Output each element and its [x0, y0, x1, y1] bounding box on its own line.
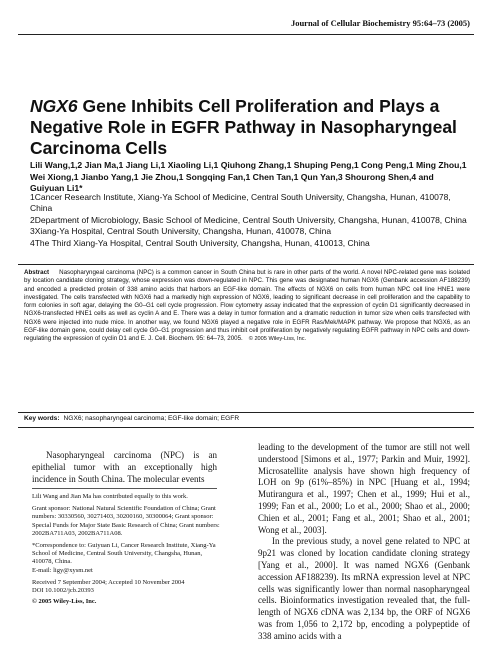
affiliation-2: 2Department of Microbiology, Basic School of Medicine, Central South University, Changsha, Hunan, 410078, China	[30, 214, 467, 225]
footnote-received: Received 7 September 2004; Accepted 10 November 2004	[32, 578, 185, 586]
footer-copyright: © 2005 Wiley-Liss, Inc.	[32, 598, 97, 606]
keywords-text: NGX6; nasopharyngeal carcinoma; EGF-like domain; EGFR	[63, 415, 240, 422]
header-rule	[18, 34, 474, 35]
affiliations	[30, 192, 470, 249]
article-title	[30, 96, 470, 159]
abstract-text: Nasopharyngeal carcinoma (NPC) is a common cancer in South China but is rare in other parts of the world. A novel NPC-related gene was isolated by location candidate cloning strategy, whose expression was down-regulated in NPC. This gene was designated human NGX6 (Genbank accession AF188239) and encoded a predicted protein of 338 amino acids that harbors an EGF-like domain. The effects of NGX6 on cells from human NPC cell line HNE1 were investigated. The cells transfected with NGX6 had a markedly high expression of NGX6, leading to significant decrease in cell proliferation and the capability to form colonies in soft agar, delaying the G0–G1 cell cycle progression. Flow cytometry assay indicated that the expression of cyclin D1 significantly decreased in NGX6-transfected HNE1 cells as well as cyclin A and E. There was a delay in tumor formation and a dramatic reduction in tumor size when cells transfected with NGX6 were injected into nude mice. In another way, we found NGX6 played a negative role in EGFR Ras/Mek/MAPK pathway. We propose that NGX6, as an EGF-like domain gene, could delay cell cycle G0–G1 progression and thus inhibit cell proliferation by negatively regulating EGFR pathway in NPC cells and down-regulating the expression of cyclin D1 and E. J. Cell. Biochem. 95: 64–73, 2005.	[24, 269, 470, 342]
abstract-rule	[18, 264, 474, 265]
keywords	[24, 415, 470, 422]
abstract	[24, 269, 470, 343]
right-paragraph-2: In the previous study, a novel gene related to NPC at 9p21 was cloned by location candidate cloning strategy [Yang et al., 2000]. It was named NGX6 (Genbank accession AF188239). Its mRNA expression level at NPC cells was significantly lower than normal nasopharyngeal cells. Bioinformatics investigation revealed that, the full-length of NGX6 cDNA was 2,134 bp, the ORF of NGX6 was from 1,056 to 2,172 bp, encoding a polypeptide of 338 amino acids with a	[258, 536, 470, 641]
title-gene: NGX6	[30, 96, 78, 116]
affiliation-3: 3Xiang-Ya Hospital, Central South University, Changsha, Hunan, 410078, China	[30, 226, 332, 237]
affiliation-4: 4The Third Xiang-Ya Hospital, Central South University, Changsha, Hunan, 410013, China	[30, 237, 370, 248]
affiliation-1: 1Cancer Research Institute, Xiang-Ya School of Medicine, Central South University, Changsha, Hunan, 410078, China	[30, 192, 451, 214]
footnote-equal-contribution: Lili Wang and Jian Ma has contributed equally to this work.	[32, 493, 188, 500]
right-paragraph-1: leading to the development of the tumor are still not well understood [Simons et al., 1977; Parkin and Muir, 1992]. Microsatellite analysis have shown high frequency of LOH on 9p (61%–85%) in NPC [Huang et al., 1994; Mutirangura et al., 1997; Chen et al., 1999; Hui et al., 1999; Fan et al., 2000; Lo et al., 2000; Shao et al., 2000; Chien et al., 2001; Fang et al., 2001; Shao et al., 2001; Wong et al., 2003].	[258, 442, 470, 535]
body-right-column	[258, 442, 470, 643]
intro-paragraph: Nasopharyngeal carcinoma (NPC) is an epithelial tumor with an exceptionally high incidence in South China. The molecular events	[32, 450, 217, 484]
author-list: Lili Wang,1,2 Jian Ma,1 Jiang Li,1 Xiaoling Li,1 Qiuhong Zhang,1 Shuping Peng,1 Cong Peng,1 Ming Zhou,1 Wei Xiong,1 Jianbo Yang,1 Jie Zhou,1 Songqing Fan,1 Chen Tan,1 Qun Yan,3 Shourong Shen,4 and Guiyuan Li1*	[30, 160, 467, 193]
footnote-email: E-mail: ligy@xysm.net	[32, 566, 93, 574]
footnote-correspondence: *Correspondence to: Guiyuan Li, Cancer Research Institute, Xiang-Ya School of Medicine, Central South University, Changsha, Hunan, 410078, China.	[32, 542, 216, 566]
title-rest: Gene Inhibits Cell Proliferation and Plays a Negative Role in EGFR Pathway in Nasopharyngeal Carcinoma Cells	[30, 96, 457, 158]
abstract-copyright: © 2005 Wiley-Liss, Inc.	[248, 336, 307, 342]
footnote-doi: DOI 10.1002/jcb.20393	[32, 587, 94, 595]
footnotes	[32, 493, 222, 610]
keywords-rule	[18, 412, 474, 413]
footnote-rule	[32, 488, 217, 489]
body-left-column	[32, 450, 217, 485]
keywords-rule-bottom	[18, 427, 474, 428]
keywords-label: Key words:	[24, 415, 60, 422]
journal-citation: Journal of Cellular Biochemistry 95:64–73 (2005)	[290, 18, 470, 28]
footnote-grant: Grant sponsor: National Natural Scientific Foundation of China; Grant numbers: 30330560, 30271403, 30200160, 30300064; Grant sponsor: Special Funds for Major State Basic Research of China; Grant numbers: 2002BA711A03, 2002BA711A08.	[32, 505, 220, 537]
abstract-label: Abstract	[24, 269, 50, 276]
